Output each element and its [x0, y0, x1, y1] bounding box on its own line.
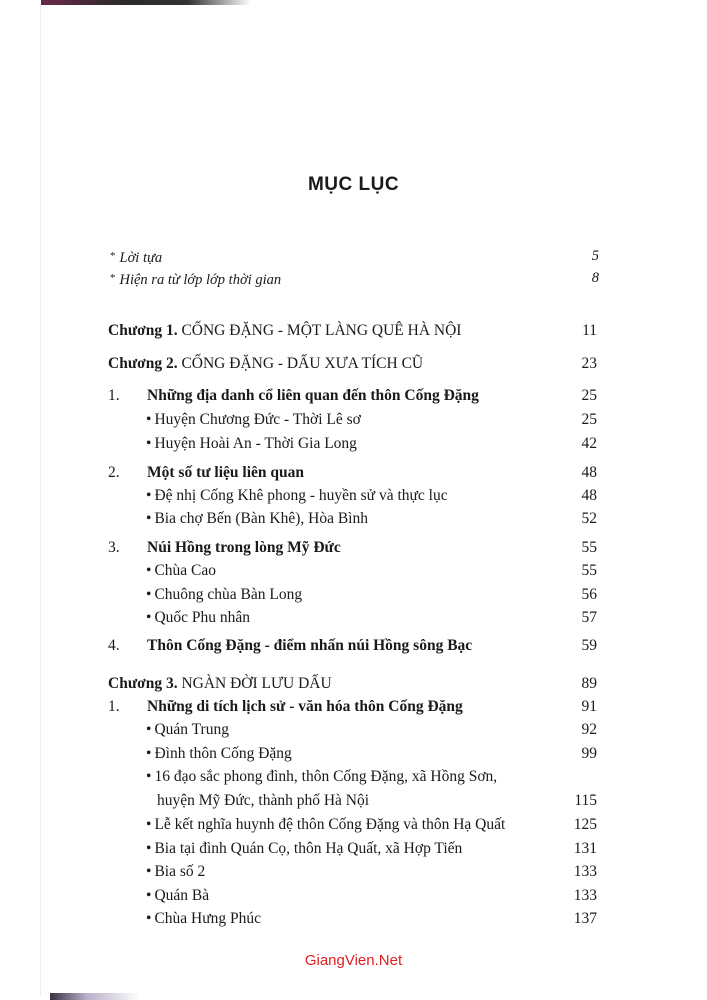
page-number: 133 — [573, 863, 597, 880]
item-label: Chùa Hưng Phúc — [154, 910, 261, 927]
toc-chapter[interactable] — [108, 321, 597, 341]
page-number: 115 — [574, 792, 597, 809]
toc-item[interactable] — [146, 909, 597, 929]
section-number: 1. — [108, 698, 120, 715]
page-number: 92 — [581, 721, 597, 738]
page-title: MỤC LỤC — [307, 174, 400, 195]
toc-entry-preface[interactable] — [110, 268, 599, 290]
item-label: Quốc Phu nhân — [154, 609, 251, 626]
toc-section[interactable] — [108, 538, 597, 558]
section-title: Núi Hồng trong lòng Mỹ Đức — [147, 539, 341, 556]
toc-item[interactable] — [146, 744, 597, 764]
page-number: 48 — [581, 464, 597, 481]
page-number: 42 — [581, 435, 597, 452]
toc-chapter[interactable] — [108, 354, 597, 374]
section-title: Một số tư liệu liên quan — [147, 464, 304, 481]
page-number: 99 — [581, 745, 597, 762]
page-number: 55 — [581, 562, 597, 579]
item-label: Huyện Hoài An - Thời Gia Long — [154, 435, 357, 452]
toc-item[interactable] — [146, 862, 597, 882]
item-label: Bia tại đình Quán Cọ, thôn Hạ Quất, xã Hợp Tiến — [154, 840, 463, 857]
item-label: Huyện Chương Đức - Thời Lê sơ — [154, 411, 361, 428]
page-number: 25 — [581, 387, 597, 404]
section-number: 4. — [108, 637, 120, 654]
toc-section[interactable] — [108, 636, 597, 656]
item-label: Bia chợ Bến (Bàn Khê), Hòa Bình — [154, 510, 368, 527]
item-label: Đệ nhị Cống Khê phong - huyền sử và thực lục — [154, 487, 448, 504]
bullet-icon: • — [146, 609, 152, 626]
section-number: 2. — [108, 464, 120, 481]
page-number: 11 — [582, 322, 597, 339]
toc-item[interactable] — [146, 886, 597, 906]
page-number: 131 — [573, 840, 597, 857]
toc-item[interactable] — [146, 815, 597, 835]
page-number: 56 — [581, 586, 597, 603]
item-label: Quán Bà — [154, 887, 210, 904]
page-number: 8 — [591, 270, 599, 286]
page-number: 91 — [581, 698, 597, 715]
bullet-icon: • — [146, 411, 152, 428]
section-title: Thôn Cống Đặng - điểm nhấn núi Hồng sông Bạc — [147, 637, 473, 654]
toc-item[interactable] — [146, 561, 597, 581]
toc-section[interactable] — [108, 463, 597, 483]
bullet-icon: • — [146, 487, 152, 504]
bullet-icon: • — [146, 840, 152, 857]
toc-item[interactable] — [146, 410, 597, 430]
bullet-icon: • — [146, 745, 152, 762]
entry-label: Hiện ra từ lớp lớp thời gian — [119, 272, 282, 288]
bullet-icon: • — [146, 863, 152, 880]
item-label: Lễ kết nghĩa huynh đệ thôn Cống Đặng và thôn Hạ Quất — [154, 816, 506, 833]
item-label-continuation: huyện Mỹ Đức, thành phố Hà Nội — [157, 792, 370, 809]
watermark: GiangVien.Net — [304, 952, 403, 969]
section-title: Những địa danh cổ liên quan đến thôn Cống Đặng — [147, 387, 479, 404]
section-number: 3. — [108, 539, 120, 556]
bullet-icon: • — [146, 562, 152, 579]
bullet-icon: • — [146, 510, 152, 527]
page-number: 133 — [573, 887, 597, 904]
bullet-icon: • — [146, 435, 152, 452]
item-label: Chùa Cao — [154, 562, 216, 579]
page-number: 48 — [581, 487, 597, 504]
bullet-icon: • — [146, 887, 152, 904]
chapter-label: Chương 1. — [108, 322, 178, 339]
bullet-icon: • — [146, 910, 152, 927]
toc-item-continuation[interactable] — [157, 791, 597, 811]
toc-item[interactable] — [146, 839, 597, 859]
scan-edge-top — [41, 0, 251, 5]
page-number: 25 — [581, 411, 597, 428]
section-number: 1. — [108, 387, 120, 404]
item-label: Đình thôn Cống Đặng — [154, 745, 292, 762]
asterisk-marker: * — [110, 272, 116, 284]
chapter-title: CỐNG ĐẶNG - DẤU XƯA TÍCH CŨ — [181, 355, 424, 372]
chapter-label: Chương 3. — [108, 675, 178, 692]
scan-edge-bottom — [50, 993, 140, 1000]
page-number: 59 — [581, 637, 597, 654]
bullet-icon: • — [146, 816, 152, 833]
page-number: 137 — [573, 910, 597, 927]
toc-section[interactable] — [108, 697, 597, 717]
asterisk-marker: * — [110, 250, 116, 262]
page-number: 89 — [581, 675, 597, 692]
toc-item[interactable] — [146, 585, 597, 605]
toc-section[interactable] — [108, 386, 597, 406]
chapter-title: CỐNG ĐẶNG - MỘT LÀNG QUÊ HÀ NỘI — [181, 322, 462, 339]
item-label: 16 đạo sắc phong đình, thôn Cống Đặng, xã Hồng Sơn, — [154, 768, 498, 785]
toc-item[interactable] — [146, 720, 597, 740]
page-number: 55 — [581, 539, 597, 556]
toc-chapter[interactable] — [108, 674, 597, 694]
page-number: 52 — [581, 510, 597, 527]
bullet-icon: • — [146, 768, 152, 785]
bullet-icon: • — [146, 586, 152, 603]
toc-entry-preface[interactable] — [110, 246, 599, 268]
page-number: 57 — [581, 609, 597, 626]
section-title: Những di tích lịch sử - văn hóa thôn Cống Đặng — [147, 698, 463, 715]
chapter-title: NGÀN ĐỜI LƯU DẤU — [181, 675, 332, 692]
item-label: Quán Trung — [154, 721, 229, 738]
chapter-label: Chương 2. — [108, 355, 178, 372]
bullet-icon: • — [146, 721, 152, 738]
toc-item[interactable] — [146, 509, 597, 529]
page-number: 125 — [573, 816, 597, 833]
item-label: Bia số 2 — [154, 863, 206, 880]
page-edge — [40, 5, 41, 995]
page-number: 23 — [581, 355, 597, 372]
page-number: 5 — [591, 248, 599, 264]
toc-item[interactable] — [146, 486, 597, 506]
toc-item[interactable] — [146, 767, 597, 787]
toc-item[interactable] — [146, 434, 597, 454]
toc-item[interactable] — [146, 608, 597, 628]
entry-label: Lời tựa — [119, 250, 163, 266]
item-label: Chuông chùa Bàn Long — [154, 586, 303, 603]
